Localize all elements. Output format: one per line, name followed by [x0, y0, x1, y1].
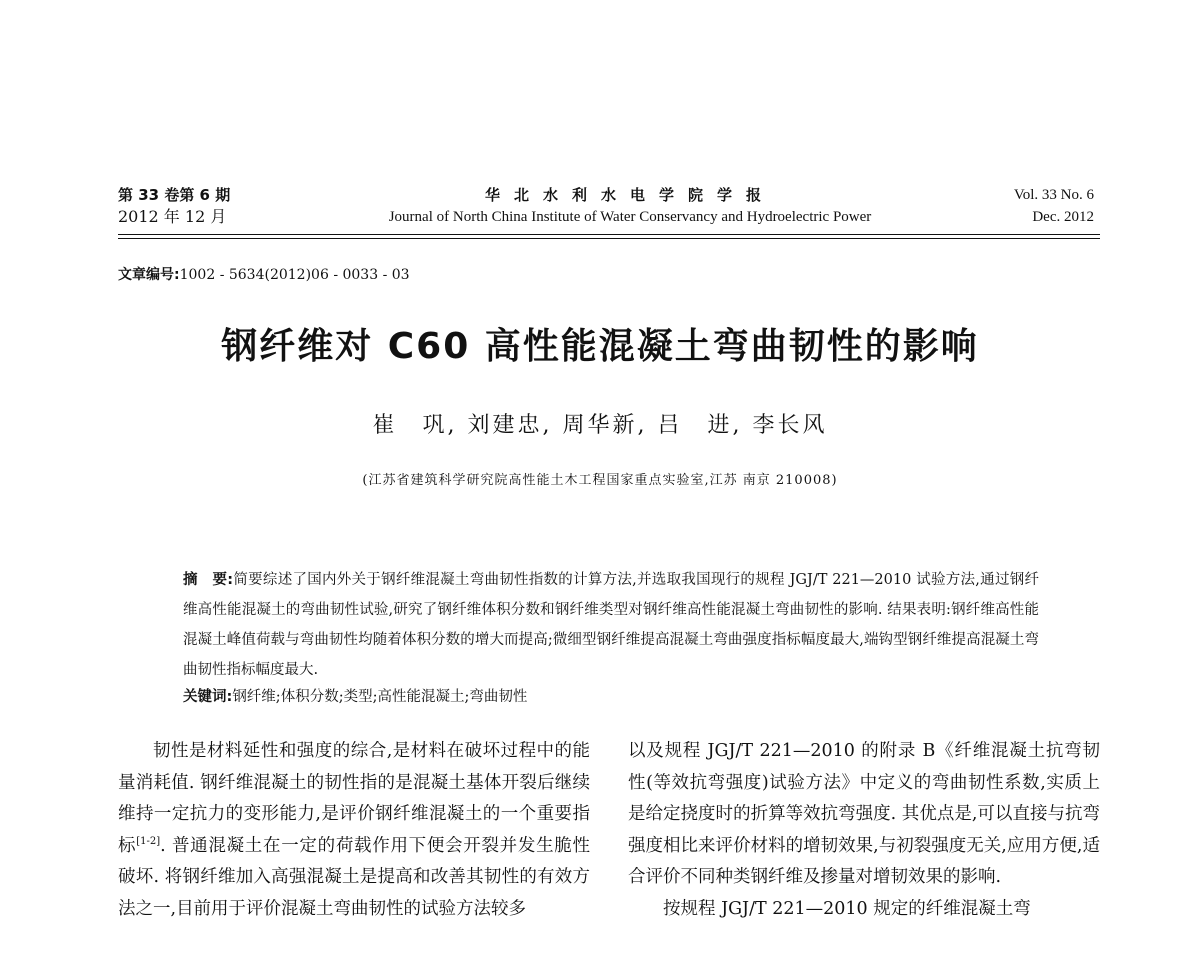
body-text: . 普通混凝土在一定的荷载作用下便会开裂并发生脆性破坏. 将钢纤维加入高强混凝土是提高和改善其韧性的有效方法之一,目前用于评价混凝土弯曲韧性的试验方法较多	[118, 835, 591, 919]
header-center	[300, 184, 960, 228]
body-column-left	[118, 736, 590, 925]
header-rule-thin	[118, 238, 1100, 239]
header-left	[118, 184, 230, 228]
body-paragraph: 以及规程 JGJ/T 221—2010 的附录 B《纤维混凝土抗弯韧性(等效抗弯强度)试验方法》中定义的弯曲韧性系数,实质上是给定挠度时的折算等效抗弯强度. 其优点是,可以直接与抗弯强度相比来评价材料的增韧效果,与初裂强度无关,应用方便,适合评价不同种类钢纤维及掺量对增韧效果的影响.	[628, 741, 1100, 887]
body-column-right	[628, 736, 1100, 925]
affiliation: (江苏省建筑科学研究院高性能土木工程国家重点实验室,江苏 南京 210008)	[362, 473, 838, 488]
journal-name-cn: 华北水利水电学院学报	[484, 186, 775, 204]
author-list: 崔 巩, 刘建忠, 周华新, 吕 进, 李长风	[372, 413, 828, 438]
header-right	[1014, 184, 1094, 228]
date-cn: 2012 年 12 月	[118, 207, 227, 226]
keywords-label: 关键词:	[183, 689, 233, 705]
volume-cn: 第 33 卷第 6 期	[118, 186, 231, 204]
body-paragraph: 按规程 JGJ/T 221—2010 规定的纤维混凝土弯	[663, 898, 1031, 919]
volume-en: Vol. 33 No. 6	[1013, 187, 1094, 203]
body-paragraph	[118, 736, 590, 925]
keywords	[183, 686, 1039, 708]
paper-title: 钢纤维对 C60 高性能混凝土弯曲韧性的影响	[221, 326, 979, 367]
keywords-text: 钢纤维;体积分数;类型;高性能混凝土;弯曲韧性	[232, 689, 528, 705]
article-number	[118, 264, 410, 284]
article-number-value: 1002 - 5634(2012)06 - 0033 - 03	[179, 267, 410, 283]
abstract-text: 简要综述了国内外关于钢纤维混凝土弯曲韧性指数的计算方法,并选取我国现行的规程 JGJ/T 221—2010 试验方法,通过钢纤维高性能混凝土的弯曲韧性试验,研究了钢纤维体积分数和钢纤维类型对钢纤维高性能混凝土弯曲韧性的影响. 结果表明:钢纤维高性能混凝土峰值荷载与弯曲韧性均随着体积分数的增大而提高;微细型钢纤维提高混凝土弯曲强度指标幅度最大,端钩型钢纤维提高混凝土弯曲韧性指标幅度最大.	[183, 572, 1039, 678]
header-rule-thick	[118, 234, 1100, 235]
abstract-label: 摘 要:	[183, 572, 234, 588]
article-number-label: 文章编号:	[118, 267, 180, 283]
citation-ref: [1-2]	[136, 835, 161, 847]
date-en: Dec. 2012	[1032, 209, 1094, 225]
journal-name-en: Journal of North China Institute of Water Conservancy and Hydroelectric Power	[388, 209, 872, 225]
abstract	[183, 565, 1039, 685]
body-text: 韧性是材料延性和强度的综合,是材料在破坏过程中的能量消耗值. 钢纤维混凝土的韧性指的是混凝土基体开裂后继续维持一定抗力的变形能力,是评价钢纤维混凝土的一个重要指标	[118, 741, 590, 856]
